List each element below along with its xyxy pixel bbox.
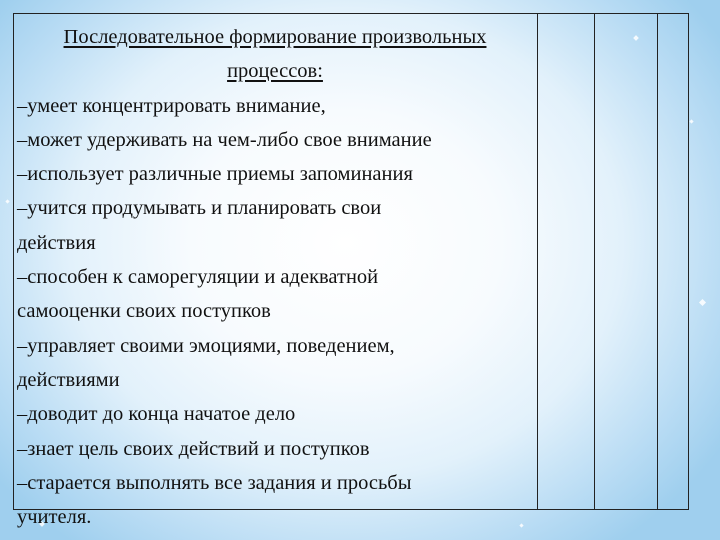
criteria-line: –старается выполнять все задания и просьбы	[17, 471, 412, 494]
criteria-line: учителя.	[17, 506, 92, 529]
criteria-line: –умеет концентрировать внимание,	[17, 94, 326, 117]
empty-score-cell-2	[595, 14, 658, 509]
section-title-continued: процессов:	[227, 60, 323, 83]
sparkle-decoration	[689, 119, 693, 123]
criteria-line: действия	[17, 231, 96, 254]
criteria-line: –может удерживать на чем-либо свое внимание	[17, 128, 432, 151]
assessment-table	[13, 13, 689, 529]
section-title: Последовательное формирование произвольных	[63, 26, 487, 48]
criteria-line: –доводит до конца начатое дело	[17, 403, 296, 426]
criteria-line: –способен к саморегуляции и адекватной	[17, 266, 379, 289]
criteria-cell	[14, 14, 538, 529]
criteria-line: –знает цель своих действий и поступков	[17, 437, 370, 460]
criteria-line: –использует различные приемы запоминания	[17, 163, 413, 186]
sparkle-decoration	[5, 199, 9, 203]
empty-score-cell-1	[538, 14, 595, 509]
criteria-line: действиями	[17, 368, 120, 391]
criteria-line: –управляет своими эмоциями, поведением,	[17, 334, 395, 357]
empty-score-cell-3	[658, 14, 688, 509]
criteria-line: –учится продумывать и планировать свои	[17, 197, 382, 220]
criteria-line: самооценки своих поступков	[17, 300, 271, 323]
sparkle-decoration	[699, 299, 706, 306]
